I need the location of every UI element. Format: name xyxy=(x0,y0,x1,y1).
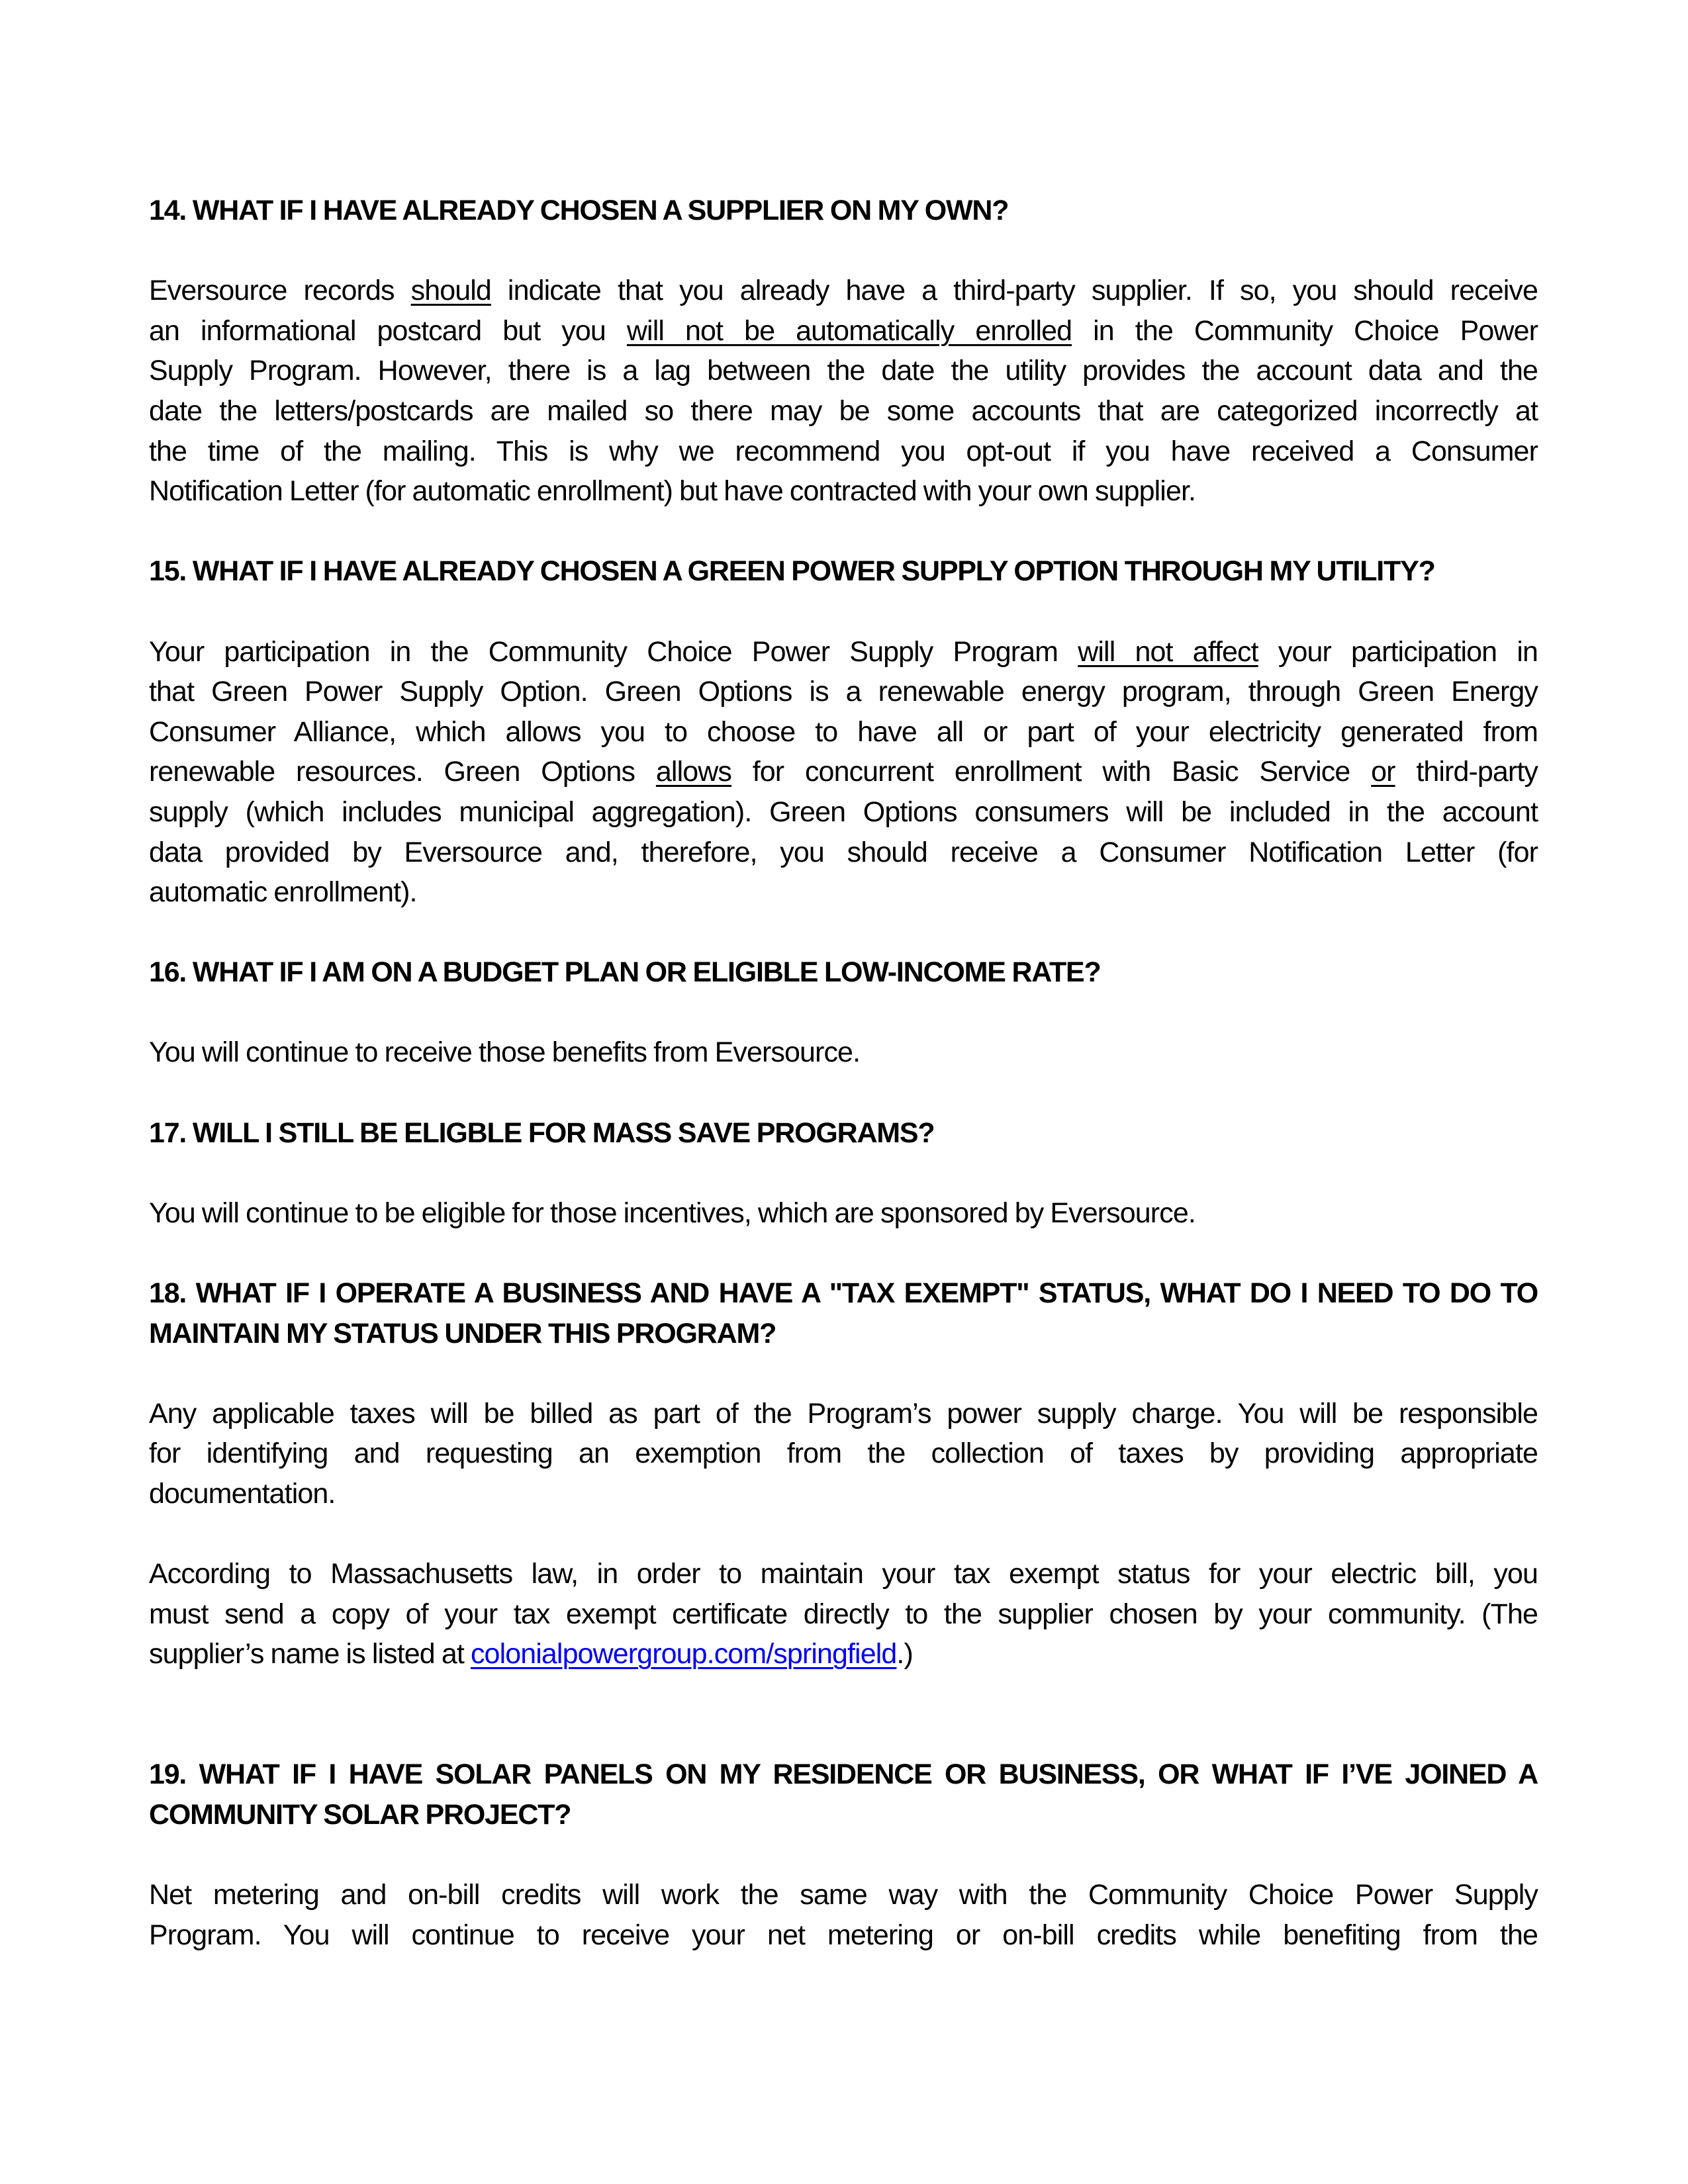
faq-heading-19 xyxy=(149,1754,1538,1835)
body-line: Net metering and on-bill credits will work the same way with the Community Choice Power Supply xyxy=(149,1878,1538,1911)
body-line: You will continue to receive those benefits from Eversource. xyxy=(149,1036,861,1069)
body-line: date the letters/postcards are mailed so there may be some accounts that are categorized incorrectly at xyxy=(149,394,1538,427)
underlined-text: will not be automatically enrolled xyxy=(626,314,1072,347)
text: indicate that you already have a third-party supplier. If so, you should receive xyxy=(491,275,1538,307)
text: Eversource records xyxy=(149,275,411,307)
spacer xyxy=(149,1353,1538,1394)
spacer xyxy=(149,993,1538,1033)
faq-answer-14 xyxy=(149,271,1538,512)
faq-section-14 xyxy=(149,191,1538,512)
body-line: the time of the mailing. This is why we recommend you opt-out if you have received a Consumer xyxy=(149,435,1538,467)
faq-answer-19 xyxy=(149,1875,1538,1955)
spacer xyxy=(149,592,1538,632)
body-line: automatic enrollment). xyxy=(149,876,417,909)
underlined-text: should xyxy=(410,275,491,307)
heading-line: 14. WHAT IF I HAVE ALREADY CHOSEN A SUPPLIER ON MY OWN? xyxy=(149,195,1009,226)
underlined-text: or xyxy=(1371,756,1395,788)
body-line: Supply Program. However, there is a lag between the date the utility provides the account data and the xyxy=(149,355,1538,387)
body-line: Any applicable taxes will be billed as part of the Program’s power supply charge. You will be responsible xyxy=(149,1397,1538,1430)
body-line xyxy=(149,311,1538,351)
heading-line: 19. WHAT IF I HAVE SOLAR PANELS ON MY RESIDENCE OR BUSINESS, OR WHAT IF I’VE JOINED A xyxy=(149,1758,1538,1791)
faq-section-15 xyxy=(149,551,1538,912)
spacer xyxy=(149,1233,1538,1273)
faq-answer-16 xyxy=(149,1032,1538,1073)
spacer xyxy=(149,913,1538,953)
heading-line: 15. WHAT IF I HAVE ALREADY CHOSEN A GREEN POWER SUPPLY OPTION THROUGH MY UTILITY? xyxy=(149,555,1435,588)
text: renewable resources. Green Options xyxy=(149,756,656,788)
body-line: According to Massachusetts law, in order to maintain your tax exempt status for your electric bill, you xyxy=(149,1558,1538,1590)
faq-heading-17 xyxy=(149,1113,1538,1154)
body-line: documentation. xyxy=(149,1478,336,1510)
heading-line: 18. WHAT IF I OPERATE A BUSINESS AND HAVE A "TAX EXEMPT" STATUS, WHAT DO I NEED TO DO TO xyxy=(149,1277,1538,1310)
heading-line: COMMUNITY SOLAR PROJECT? xyxy=(149,1798,571,1831)
body-line: You will continue to be eligible for those incentives, which are sponsored by Eversource. xyxy=(149,1197,1196,1229)
document-page xyxy=(149,191,1538,1955)
heading-line: 17. WILL I STILL BE ELIGBLE FOR MASS SAVE PROGRAMS? xyxy=(149,1116,935,1149)
text: an informational postcard but you xyxy=(149,314,627,347)
body-line xyxy=(149,271,1538,311)
heading-line: 16. WHAT IF I AM ON A BUDGET PLAN OR ELIGIBLE LOW-INCOME RATE? xyxy=(149,956,1101,989)
faq-section-16 xyxy=(149,952,1538,1073)
text: for concurrent enrollment with Basic Service xyxy=(731,756,1372,788)
body-line: for identifying and requesting an exemption from the collection of taxes by providing appropriate xyxy=(149,1437,1538,1470)
body-line: Notification Letter (for automatic enrollment) but have contracted with your own supplier. xyxy=(149,475,1196,508)
faq-section-17 xyxy=(149,1113,1538,1234)
faq-answer-17 xyxy=(149,1193,1538,1234)
spacer xyxy=(149,1073,1538,1113)
faq-answer-18-paragraph-1 xyxy=(149,1394,1538,1514)
heading-line: MAINTAIN MY STATUS UNDER THIS PROGRAM? xyxy=(149,1317,776,1349)
text: .) xyxy=(896,1638,913,1670)
faq-section-19 xyxy=(149,1754,1538,1955)
text: your participation in xyxy=(1258,635,1538,668)
body-line: that Green Power Supply Option. Green Options is a renewable energy program, through Green Energy xyxy=(149,676,1538,708)
faq-heading-18 xyxy=(149,1273,1538,1353)
faq-heading-15 xyxy=(149,551,1538,592)
spacer xyxy=(149,1514,1538,1555)
body-line xyxy=(149,752,1538,792)
spacer xyxy=(149,1835,1538,1875)
body-line xyxy=(149,632,1538,672)
body-line: Consumer Alliance, which allows you to choose to have all or part of your electricity generated from xyxy=(149,715,1538,748)
underlined-text: will not affect xyxy=(1078,635,1258,668)
supplier-website-link[interactable]: colonialpowergroup.com/springfield xyxy=(470,1638,897,1670)
spacer xyxy=(149,1715,1538,1755)
spacer xyxy=(149,231,1538,271)
text: third-party xyxy=(1395,756,1538,788)
faq-heading-14 xyxy=(149,191,1538,231)
underlined-text: allows xyxy=(655,756,731,788)
body-line: data provided by Eversource and, therefore, you should receive a Consumer Notification Letter (for xyxy=(149,836,1538,868)
faq-answer-18-paragraph-2 xyxy=(149,1554,1538,1674)
body-line: must send a copy of your tax exempt certificate directly to the supplier chosen by your community. (The xyxy=(149,1598,1538,1630)
faq-section-18 xyxy=(149,1273,1538,1674)
spacer xyxy=(149,1153,1538,1193)
text: Your participation in the Community Choice Power Supply Program xyxy=(149,635,1078,668)
faq-answer-15 xyxy=(149,632,1538,913)
body-line xyxy=(149,1634,1538,1674)
faq-heading-16 xyxy=(149,952,1538,993)
spacer xyxy=(149,512,1538,552)
body-line: Program. You will continue to receive your net metering or on-bill credits while benefiting from the xyxy=(149,1919,1538,1951)
body-line: supply (which includes municipal aggregation). Green Options consumers will be included in the account xyxy=(149,796,1538,828)
text: in the Community Choice Power xyxy=(1072,314,1538,347)
spacer xyxy=(149,1674,1538,1715)
text: supplier’s name is listed at xyxy=(149,1638,471,1670)
